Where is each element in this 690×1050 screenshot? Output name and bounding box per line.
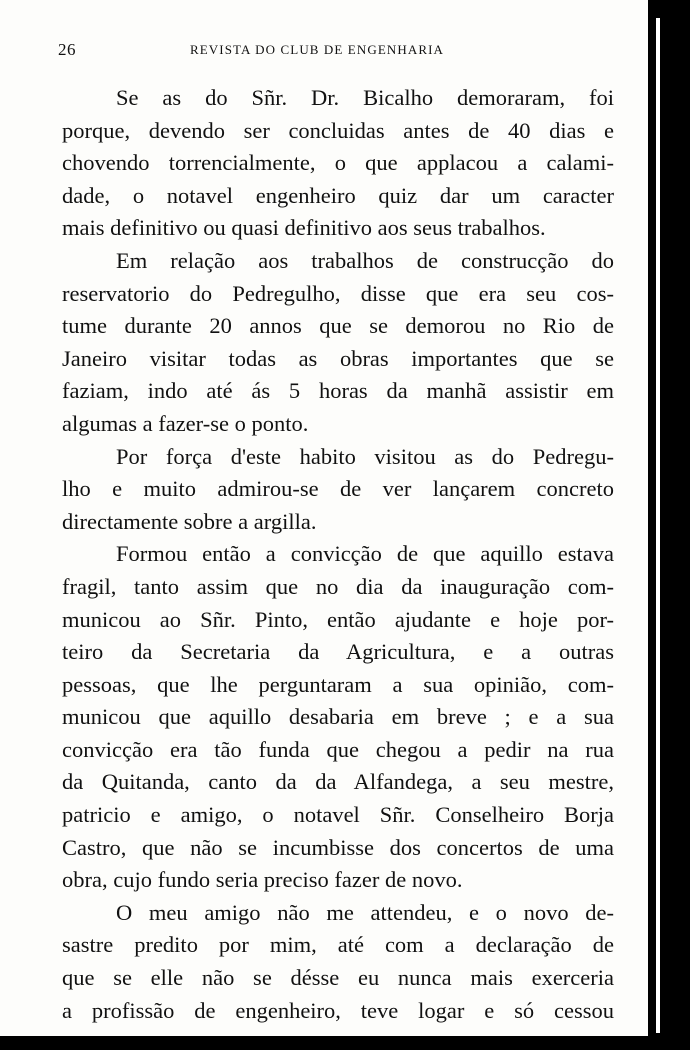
scan-border-bottom [0, 1036, 690, 1050]
text-line: que se elle não se désse eu nunca mais exerceria [62, 965, 614, 991]
text-line: algumas a fazer-se o ponto. [62, 410, 309, 436]
body-text [62, 82, 614, 1027]
text-line: Janeiro visitar todas as obras importantes que se [62, 345, 614, 371]
text-line: Por força d'este habito visitou as do Pedregu- [116, 443, 614, 469]
text-line: lho e muito admirou-se de ver lançarem concreto [62, 476, 614, 502]
text-line: patricio e amigo, o notavel Sñr. Conselheiro Borja [62, 802, 614, 828]
text-line: Se as do Sñr. Dr. Bicalho demoraram, foi [116, 85, 614, 110]
text-line: teiro da Secretaria da Agricultura, e a outras [62, 639, 614, 665]
page-number: 26 [58, 40, 76, 59]
text-line: O meu amigo não me attendeu, e o novo de- [116, 899, 614, 925]
text-line: fragil, tanto assim que no dia da inauguração com- [62, 573, 614, 599]
text-line: pessoas, que lhe perguntaram a sua opinião, com- [62, 671, 614, 697]
text-line: directamente sobre a argilla. [62, 508, 317, 534]
text-line: Formou então a convicção de que aquillo estava [116, 541, 614, 567]
scan-border-right [648, 0, 690, 1050]
text-line: Em relação aos trabalhos de construcção do [116, 247, 614, 273]
text-line: faziam, indo até ás 5 horas da manhã assistir em [62, 378, 614, 404]
text-line: obra, cujo fundo seria preciso fazer de novo. [62, 867, 463, 893]
text-line: tume durante 20 annos que se demorou no Rio de [62, 313, 614, 339]
text-line: sastre predito por mim, até com a declaração de [62, 932, 614, 958]
running-title: REVISTA DO CLUB DE ENGENHARIA [190, 42, 445, 57]
text-line: chovendo torrencialmente, o que applacou a calami- [62, 150, 614, 176]
page-header [58, 40, 616, 60]
text-line: porque, devendo ser concluidas antes de 40 dias e [62, 117, 614, 143]
text-line: reservatorio do Pedregulho, disse que era seu cos- [62, 280, 614, 306]
text-line: da Quitanda, canto da da Alfandega, a seu mestre, [62, 769, 614, 795]
text-line: dade, o notavel engenheiro quiz dar um caracter [62, 182, 614, 208]
scan-border-stripe [656, 18, 660, 1033]
text-line: Castro, que não se incumbisse dos concertos de uma [62, 834, 614, 860]
text-line: municou que aquillo desabaria em breve ; e a sua [62, 704, 614, 730]
text-line: municou ao Sñr. Pinto, então ajudante e hoje por- [62, 606, 614, 632]
text-line: mais definitivo ou quasi definitivo aos seus trabalhos. [62, 215, 546, 241]
text-line: convicção era tão funda que chegou a pedir na rua [62, 736, 614, 762]
text-line: a profissão de engenheiro, teve logar e só cessou [62, 997, 614, 1023]
